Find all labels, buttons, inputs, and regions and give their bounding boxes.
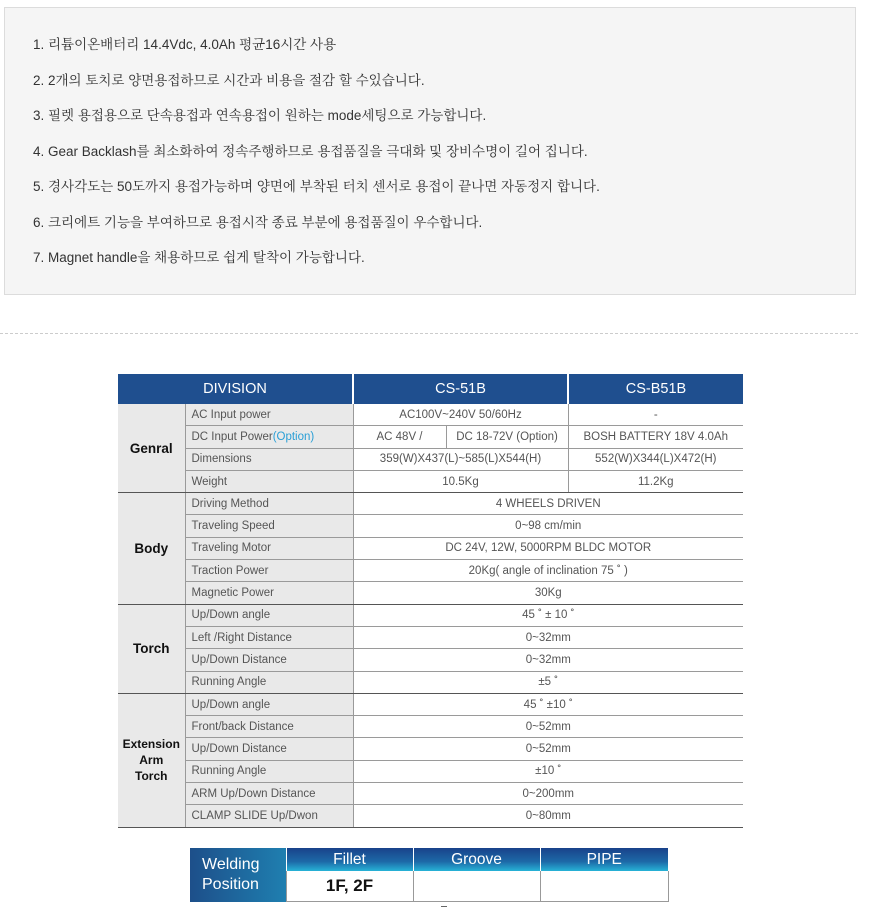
feature-item-7: 7. Magnet handle을 채용하므로 쉽게 탈착이 가능합니다. bbox=[33, 250, 365, 265]
table-row bbox=[118, 470, 743, 492]
row-value: - bbox=[568, 404, 743, 426]
row-label: Front/back Distance bbox=[185, 716, 353, 738]
row-value: 0~52mm bbox=[353, 716, 743, 738]
feature-list bbox=[5, 8, 855, 284]
table-row bbox=[118, 671, 743, 693]
row-value: 30Kg bbox=[353, 582, 743, 604]
table-row bbox=[118, 693, 743, 715]
feature-item-5: 5. 경사각도는 50도까지 용접가능하며 양면에 부착된 터치 센서로 용접이 끝나면 자동정지 합니다. bbox=[33, 179, 600, 194]
row-value: ±5 ˚ bbox=[353, 671, 743, 693]
row-label: Dimensions bbox=[185, 448, 353, 470]
welding-label-line: Welding bbox=[202, 855, 260, 873]
row-value: 0~32mm bbox=[353, 626, 743, 648]
table-row bbox=[118, 560, 743, 582]
row-label: Running Angle bbox=[185, 760, 353, 782]
welding-value-fillet: 1F, 2F bbox=[286, 871, 413, 901]
row-value: 0~98 cm/min bbox=[353, 515, 743, 537]
row-value: AC 48V / bbox=[353, 426, 446, 448]
row-value: ±10 ˚ bbox=[353, 760, 743, 782]
header-csb51b: CS-B51B bbox=[568, 374, 743, 404]
row-value: 11.2Kg bbox=[568, 470, 743, 492]
table-row bbox=[118, 426, 743, 448]
row-label: CLAMP SLIDE Up/Dwon bbox=[185, 805, 353, 827]
table-row bbox=[118, 805, 743, 827]
feature-item-1: 1. 리튬이온배터리 14.4Vdc, 4.0Ah 평균16시간 사용 bbox=[33, 37, 337, 52]
welding-header-groove: Groove bbox=[413, 848, 540, 871]
row-value: 0~52mm bbox=[353, 738, 743, 760]
row-label: ARM Up/Down Distance bbox=[185, 783, 353, 805]
row-label: Traveling Motor bbox=[185, 537, 353, 559]
table-row bbox=[118, 404, 743, 426]
table-row bbox=[118, 582, 743, 604]
header-cs51b: CS-51B bbox=[353, 374, 568, 404]
spec-table bbox=[118, 374, 743, 828]
table-row bbox=[118, 716, 743, 738]
spec-header-row bbox=[118, 374, 743, 404]
row-label: Up/Down angle bbox=[185, 604, 353, 626]
row-label: Up/Down Distance bbox=[185, 649, 353, 671]
row-label: Magnetic Power bbox=[185, 582, 353, 604]
feature-item-6: 6. 크리에트 기능을 부여하므로 용접시작 종료 부분에 용접품질이 우수합니다. bbox=[33, 214, 483, 230]
row-label: Traction Power bbox=[185, 560, 353, 582]
option-tag: (Option) bbox=[272, 430, 315, 443]
welding-position-table bbox=[190, 848, 669, 902]
table-row bbox=[118, 649, 743, 671]
row-label: Up/Down angle bbox=[185, 693, 353, 715]
row-value: 0~80mm bbox=[353, 805, 743, 827]
table-row bbox=[118, 448, 743, 470]
row-value: 45 ˚ ±10 ˚ bbox=[353, 693, 743, 715]
welding-header-fillet: Fillet bbox=[286, 848, 413, 871]
group-line: Torch bbox=[135, 769, 168, 784]
group-genral: Genral bbox=[118, 404, 185, 493]
row-value: 4 WHEELS DRIVEN bbox=[353, 493, 743, 515]
welding-value-groove bbox=[413, 871, 540, 901]
group-torch: Torch bbox=[118, 604, 185, 693]
row-value: 45 ˚ ± 10 ˚ bbox=[353, 604, 743, 626]
dashed-divider bbox=[0, 333, 858, 334]
welding-header-pipe: PIPE bbox=[540, 848, 668, 871]
row-label: Driving Method bbox=[185, 493, 353, 515]
group-line: Extension bbox=[122, 737, 180, 752]
row-value: 0~200mm bbox=[353, 783, 743, 805]
bottom-tick-mark bbox=[441, 906, 447, 907]
group-line: Arm bbox=[139, 753, 164, 768]
table-row bbox=[118, 738, 743, 760]
row-label bbox=[185, 426, 353, 448]
welding-value-pipe bbox=[540, 871, 668, 901]
welding-label-line: Position bbox=[202, 875, 259, 893]
table-row bbox=[118, 515, 743, 537]
header-division: DIVISION bbox=[118, 374, 353, 404]
row-value: 359(W)X437(L)~585(L)X544(H) bbox=[353, 448, 568, 470]
row-value: AC100V~240V 50/60Hz bbox=[353, 404, 568, 426]
table-row bbox=[118, 537, 743, 559]
row-value: DC 18-72V (Option) bbox=[446, 426, 568, 448]
table-row bbox=[118, 604, 743, 626]
row-value: DC 24V, 12W, 5000RPM BLDC MOTOR bbox=[353, 537, 743, 559]
row-value: 552(W)X344(L)X472(H) bbox=[568, 448, 743, 470]
feature-item-4: 4. Gear Backlash를 최소화하여 정속주행하므로 용접품질을 극대화 및 장비수명이 길어 집니다. bbox=[33, 143, 588, 159]
row-label: Left /Right Distance bbox=[185, 626, 353, 648]
row-label: Weight bbox=[185, 470, 353, 492]
row-label: AC Input power bbox=[185, 404, 353, 426]
table-row bbox=[118, 760, 743, 782]
feature-item-3: 3. 필렛 용접용으로 단속용접과 연속용접이 원하는 mode세팅으로 가능합니다. bbox=[33, 108, 487, 123]
row-value: 0~32mm bbox=[353, 649, 743, 671]
welding-position-label bbox=[190, 848, 286, 902]
row-label: Up/Down Distance bbox=[185, 738, 353, 760]
row-value: 20Kg( angle of inclination 75 ˚ ) bbox=[353, 560, 743, 582]
feature-item-2: 2. 2개의 토치로 양면용접하므로 시간과 비용을 절감 할 수있습니다. bbox=[33, 72, 425, 88]
dc-label-text: DC Input Power bbox=[191, 430, 273, 443]
table-row bbox=[118, 783, 743, 805]
row-label: Running Angle bbox=[185, 671, 353, 693]
row-value: 10.5Kg bbox=[353, 470, 568, 492]
table-row bbox=[118, 626, 743, 648]
row-label: Traveling Speed bbox=[185, 515, 353, 537]
feature-list-box bbox=[4, 7, 856, 295]
welding-header-row bbox=[190, 848, 668, 871]
group-body: Body bbox=[118, 493, 185, 604]
table-row bbox=[118, 493, 743, 515]
row-value: BOSH BATTERY 18V 4.0Ah bbox=[568, 426, 743, 448]
group-extension-arm-torch bbox=[118, 693, 185, 827]
